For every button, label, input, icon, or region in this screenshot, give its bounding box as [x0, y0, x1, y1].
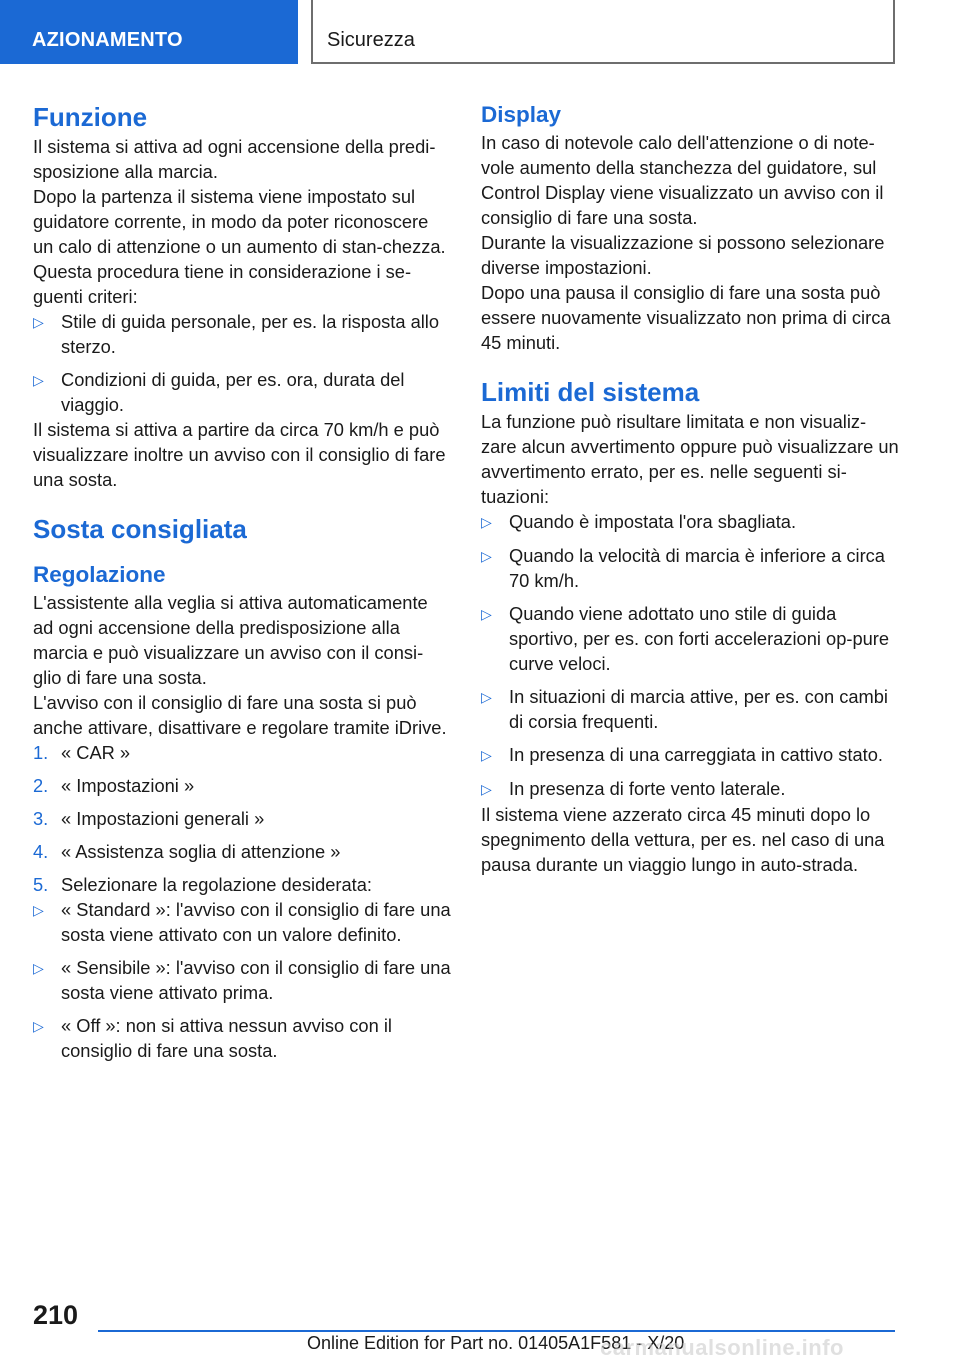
list-item: ▷ « Standard »: l'avviso con il consiglio di fare una sosta viene attivato con un valore definito.	[33, 899, 451, 945]
paragraph: Il sistema si attiva a partire da circa 70 km/h e può visualizzare inoltre un avviso con il consiglio di fare una sosta.	[33, 419, 446, 490]
footer-divider	[98, 1330, 895, 1332]
list-item: ▷ Quando la velocità di marcia è inferiore a circa 70 km/h.	[481, 545, 885, 591]
list-item: ▷ In presenza di una carreggiata in cattivo stato.	[481, 742, 901, 768]
edition-note: Online Edition for Part no. 01405A1F581 - X/20	[307, 1333, 685, 1353]
paragraph: La funzione può risultare limitata e non visualiz-zare alcun avvertimento oppure può visualizzare un avvertimento errato, per es. nelle seguenti si-tuazioni:	[481, 411, 899, 507]
paragraph: L'avviso con il consiglio di fare una sosta si può anche attivare, disattivare e regolare tramite iDrive.	[33, 692, 447, 738]
triangle-bullet-icon: ▷	[481, 689, 492, 705]
triangle-bullet-icon: ▷	[33, 960, 44, 976]
paragraph: Durante la visualizzazione si possono selezionare diverse impostazioni.	[481, 232, 885, 278]
paragraph: Questa procedura tiene in considerazione i se-guenti criteri:	[33, 261, 412, 307]
paragraph: Dopo una pausa il consiglio di fare una sosta può essere nuovamente visualizzato non prima di circa 45 minuti.	[481, 282, 891, 353]
options-list	[33, 897, 451, 1063]
step-item: 1. « CAR »	[33, 742, 131, 763]
triangle-bullet-icon: ▷	[481, 747, 492, 763]
step-item: 5. Selezionare la regolazione desiderata:	[33, 874, 372, 895]
step-item: 4. « Assistenza soglia di attenzione »	[33, 841, 341, 862]
paragraph: L'assistente alla veglia si attiva automaticamente ad ogni accensione della predisposizione alla marcia e può visualizzare un avviso con il consi-glio di fare una sosta.	[33, 592, 428, 688]
list-item: ▷ In situazioni di marcia attive, per es. con cambi di corsia frequenti.	[481, 686, 888, 732]
step-number: 2.	[33, 775, 49, 796]
heading-sosta-consigliata: Sosta consigliata	[33, 514, 247, 544]
triangle-bullet-icon: ▷	[481, 548, 492, 564]
paragraph: Dopo la partenza il sistema viene impostato sul guidatore corrente, in modo da poter riconoscere un calo di attenzione o un aumento di stan-chezza.	[33, 186, 446, 257]
step-number: 5.	[33, 874, 49, 895]
left-column	[33, 100, 451, 1063]
triangle-bullet-icon: ▷	[481, 514, 492, 530]
watermark: carmanualsonline.info	[600, 1335, 844, 1360]
heading-limiti-del-sistema: Limiti del sistema	[481, 377, 700, 407]
list-item: ▷ « Sensibile »: l'avviso con il consiglio di fare una sosta viene attivato prima.	[33, 957, 451, 1003]
triangle-bullet-icon: ▷	[33, 372, 44, 388]
step-number: 4.	[33, 841, 49, 862]
limits-list	[481, 509, 901, 802]
page-number: 210	[33, 1300, 79, 1330]
list-item: ▷ Condizioni di guida, per es. ora, durata del viaggio.	[33, 369, 405, 415]
step-item: 2. « Impostazioni »	[33, 775, 195, 796]
paragraph: Il sistema si attiva ad ogni accensione della predi-sposizione alla marcia.	[33, 136, 436, 182]
triangle-bullet-icon: ▷	[33, 1018, 44, 1034]
step-number: 3.	[33, 808, 49, 829]
list-item: ▷ « Off »: non si attiva nessun avviso con il consiglio di fare una sosta.	[33, 1015, 392, 1061]
list-item: ▷ Quando viene adottato uno stile di guida sportivo, per es. con forti accelerazioni op-pure curve veloci.	[481, 603, 890, 674]
step-item: 3. « Impostazioni generali »	[33, 808, 265, 829]
list-item: ▷ Quando è impostata l'ora sbagliata.	[481, 509, 901, 535]
step-number: 1.	[33, 742, 49, 763]
chapter-tab: Sicurezza	[311, 0, 895, 64]
heading-regolazione: Regolazione	[33, 562, 166, 587]
paragraph: Il sistema viene azzerato circa 45 minuti dopo lo spegnimento della vettura, per es. nel caso di una pausa durante un viaggio lungo in auto-strada.	[481, 804, 885, 875]
criteria-list	[33, 309, 451, 417]
triangle-bullet-icon: ▷	[33, 902, 44, 918]
triangle-bullet-icon: ▷	[481, 606, 492, 622]
list-item: ▷ In presenza di forte vento laterale.	[481, 776, 901, 802]
paragraph: In caso di notevole calo dell'attenzione o di note-vole aumento della stanchezza del guidatore, sul Control Display viene visualizzato un avviso con il consiglio di fare una sosta.	[481, 132, 884, 228]
triangle-bullet-icon: ▷	[33, 314, 44, 330]
list-item: ▷ Stile di guida personale, per es. la risposta allo sterzo.	[33, 311, 440, 357]
triangle-bullet-icon: ▷	[481, 781, 492, 797]
right-column	[481, 100, 901, 877]
section-tab: AZIONAMENTO	[0, 0, 298, 64]
heading-funzione: Funzione	[33, 102, 148, 132]
steps-list	[33, 740, 451, 897]
heading-display: Display	[481, 102, 562, 127]
